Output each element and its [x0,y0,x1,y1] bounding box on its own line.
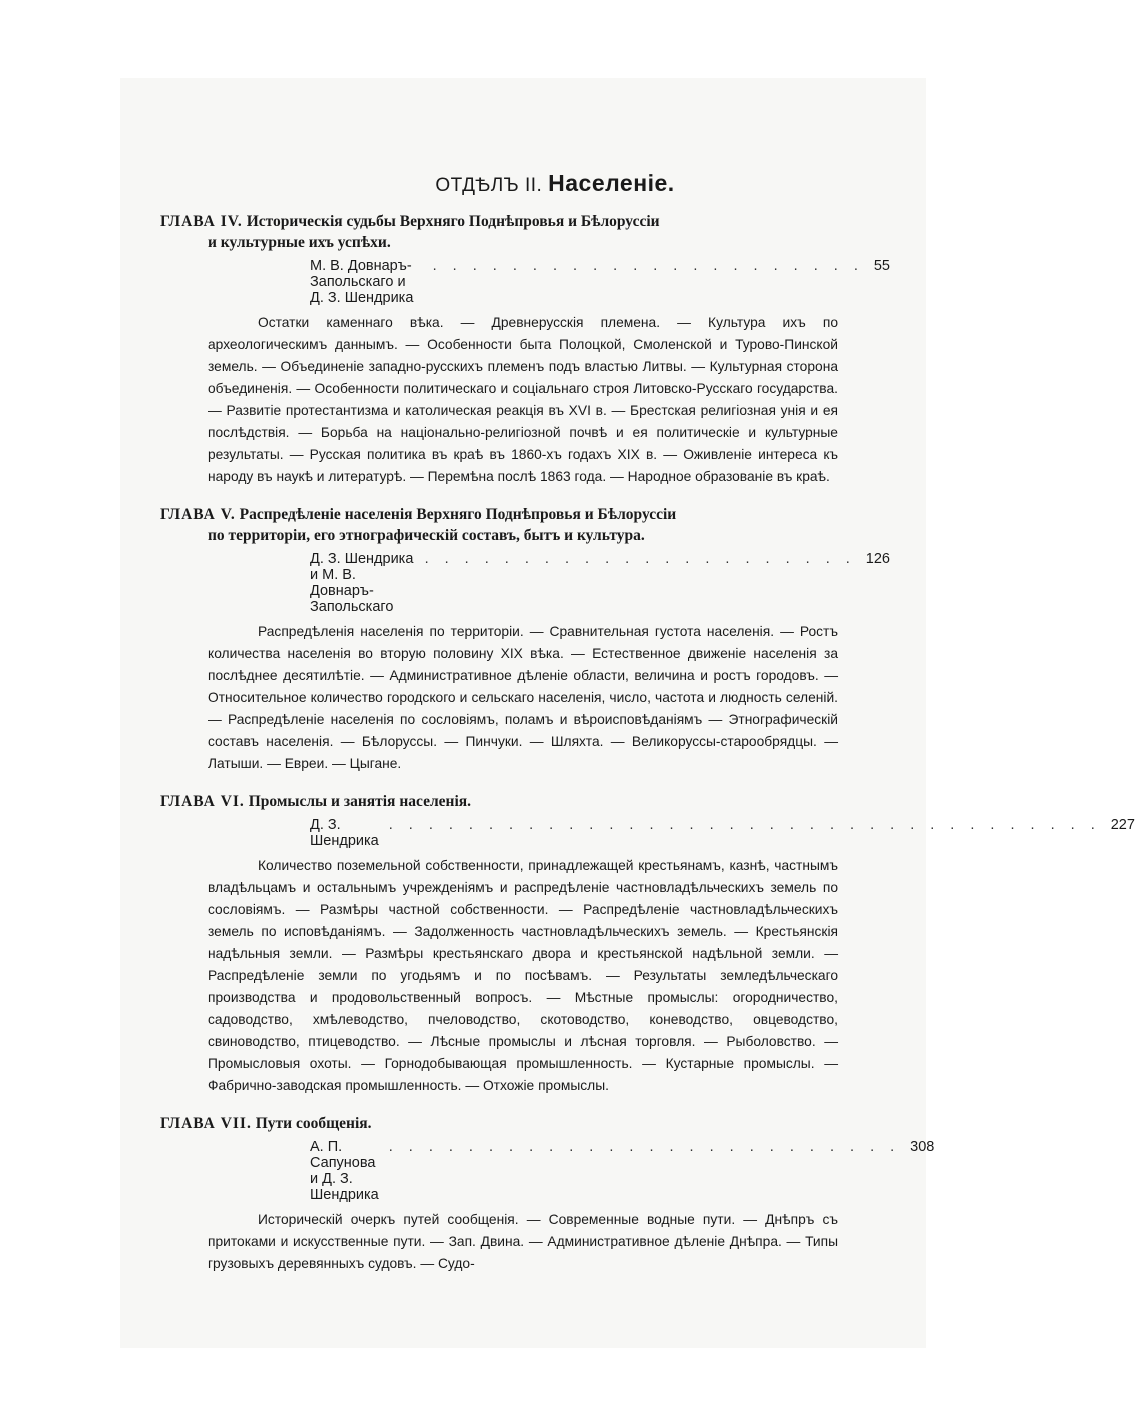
chapter-heading [160,211,890,253]
chapter-summary: Количество поземельной собственности, принадлежащей крестьянамъ, казнѣ, частнымъ владѣльцамъ и остальнымъ учрежденіямъ и распредѣленіе частновладѣльческихъ земель по сословіямъ. — Размѣры частной собственности. — Распредѣленіе частновладѣльческихъ земель по исповѣданіямъ. — Задолженность частновладѣльческихъ земель. — Крестьянскія надѣльныя земли. — Размѣры крестьянскаго двора и крестьянской надѣльной земли. — Распредѣленіе земли по угодьямъ и по посѣвамъ. — Результаты земледѣльческаго производства и продовольственный вопросъ. — Мѣстные промыслы: огородничество, садоводство, хмѣлеводство, пчеловодство, скотоводство, коневодство, овцеводство, свиноводство, птицеводство. — Лѣсные промыслы и лѣсная торговля. — Рыболовство. — Промысловыя охоты. — Горнодобывающая промышленность. — Кустарные промыслы. — Фабрично-заводская промышленность. — Отхожіе промыслы. [208,858,838,1093]
chapter-title-continued: и культурные ихъ успѣхи. [208,234,391,251]
chapter-label: ГЛАВА IV. [160,213,243,230]
chapter-heading [160,504,890,546]
leader-dots: . . . . . . . . . . . . . . . . . . . . . . . . . . . . . . . . . . . . [388,817,1101,833]
chapter-authors: М. В. Довнаръ-Запольскаго и Д. З. Шендрика [310,258,414,306]
chapter-v [160,504,890,775]
author-entry [160,551,890,615]
leader-dots: . . . . . . . . . . . . . . . . . . . . . . [432,258,864,274]
author-entry [160,817,1135,849]
chapter-title-continued: по территоріи, его этнографическій составъ, бытъ и культура. [208,527,645,544]
chapter-label: ГЛАВА VII. [160,1115,252,1132]
chapter-summary: Распредѣленія населенія по территоріи. — Сравнительная густота населенія. — Ростъ количества населенія во вторую половину XIX вѣка. — Естественное движеніе населенія за послѣднее десятилѣтіе. — Административное дѣленіе области, величина и ростъ городовъ. — Относительное количество городского и сельскаго населенія, число, частота и людность селеній. — Распредѣленіе населенія по сословіямъ, поламъ и вѣроисповѣданіямъ — Этнографическій составъ населенія. — Бѣлоруссы. — Пинчуки. — Шляхта. — Великоруссы-старообрядцы. — Латыши. — Евреи. — Цыгане. [208,624,838,771]
chapter-title: Историческія судьбы Верхняго Поднѣпровья и Бѣлоруссіи [246,213,660,230]
table-of-contents [160,170,1135,1291]
chapter-heading [160,1113,890,1134]
chapter-authors: А. П. Сапунова и Д. З. Шендрика [310,1139,379,1203]
chapter-authors: Д. З. Шендрика [310,817,379,849]
page-number: 227 [1110,817,1135,833]
page-number: 55 [873,258,890,274]
chapter-label: ГЛАВА V. [160,506,236,523]
author-entry [160,258,890,306]
chapter-authors: Д. З. Шендрика и М. В. Довнаръ-Запольскаго [310,551,414,615]
chapter-label: ГЛАВА VI. [160,793,245,810]
chapter-summary: Остатки каменнаго вѣка. — Древнерусскія племена. — Культура ихъ по археологическимъ даннымъ. — Особенности быта Полоцкой, Смоленской и Турово-Пинской земель. — Объединеніе западно-русскихъ племенъ подъ властью Литвы. — Культурная сторона объединенія. — Особенности политическаго и соціальнаго строя Литовско-Русскаго государства. — Развитіе протестантизма и католическая реакція въ XVI в. — Брестская религіозная унія и ея послѣдствія. — Борьба на національно-религіозной почвѣ и ея политическіе и культурные результаты. — Русская политика въ краѣ въ 1860-хъ годахъ XIX в. — Оживленіе интереса къ народу въ наукѣ и литературѣ. — Перемѣна послѣ 1863 года. — Народное образованіе въ краѣ. [208,315,838,484]
chapter-heading [160,791,890,812]
section-name: Населеніе. [548,170,675,196]
chapter-title: Промыслы и занятія населенія. [248,793,472,810]
page-number: 126 [865,551,890,567]
chapter-title: Пути сообщенія. [255,1115,372,1132]
chapter-summary: Историческій очеркъ путей сообщенія. — Современные водные пути. — Днѣпръ съ притоками и искусственные пути. — Зап. Двина. — Административное дѣленіе Днѣпра. — Типы грузовыхъ деревянныхъ судовъ. — Судо- [208,1212,838,1271]
chapter-vii [160,1113,935,1275]
page-number: 308 [910,1139,935,1155]
chapter-iv [160,211,890,488]
leader-dots: . . . . . . . . . . . . . . . . . . . . . . . . . . [388,1139,901,1155]
chapter-title: Распредѣленіе населенія Верхняго Поднѣпровья и Бѣлоруссіи [239,506,677,523]
chapter-vi [160,791,1135,1097]
author-entry [160,1139,935,1203]
section-title [160,170,890,197]
leader-dots: . . . . . . . . . . . . . . . . . . . . . . [424,551,856,567]
section-prefix: ОТДѢЛЪ II. [435,175,543,196]
